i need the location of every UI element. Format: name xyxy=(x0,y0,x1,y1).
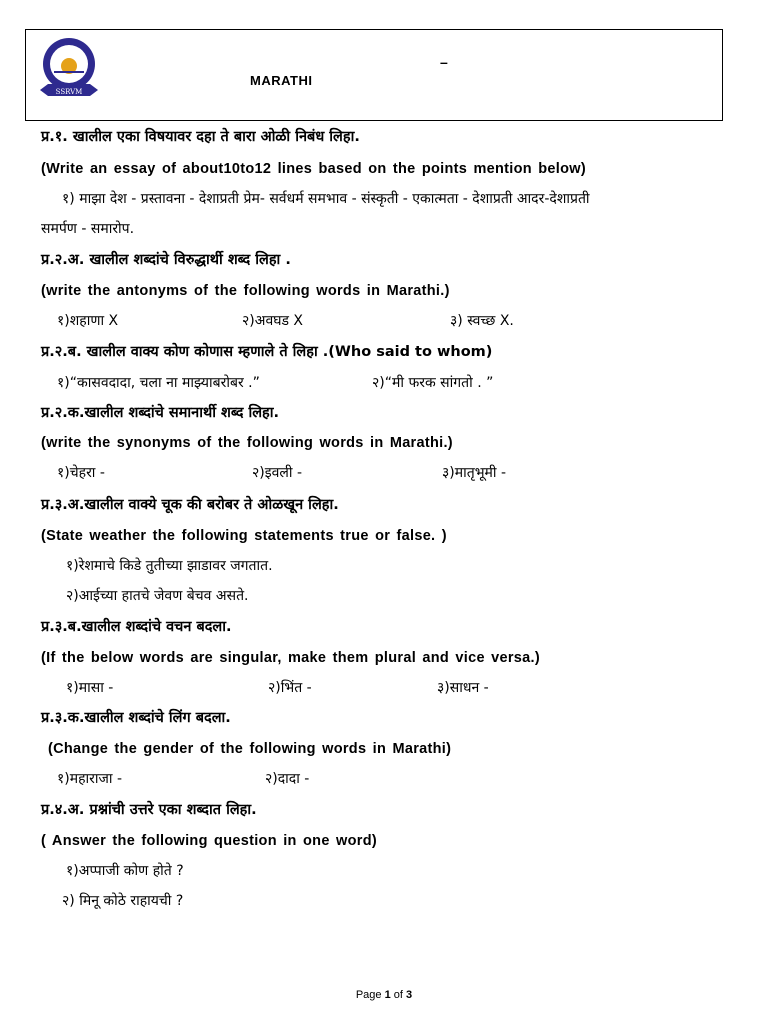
q3a-title: प्र.३.अ.खालील वाक्ये चूक की बरोबर ते ओळखून लिहा. xyxy=(41,497,339,513)
page-label: Page xyxy=(355,989,382,1001)
q3c-item-2: २)दादा - xyxy=(265,771,310,787)
q1-english: (Write an essay of about10to12 lines based on the points mention below) xyxy=(41,161,586,177)
page-total: 3 xyxy=(406,989,413,1001)
q2b-title: प्र.२.ब. खालील वाक्य कोण कोणास म्हणाले ते लिहा .(Who said to whom) xyxy=(41,344,493,360)
q2b-item-1: १)“कासवदादा, चला ना माझ्याबरोबर .” xyxy=(57,375,260,391)
q4a-item-2: २) मिनू कोठे राहायची ? xyxy=(62,893,184,909)
q3c-english: (Change the gender of the following words in Marathi) xyxy=(48,741,452,757)
q2c-item-2: २)इवली - xyxy=(252,465,303,481)
q1-item-line2: समर्पण - समारोप. xyxy=(41,221,135,237)
q3b-item-3: ३)साधन - xyxy=(437,680,489,696)
q3b-item-2: २)भिंत - xyxy=(268,680,312,696)
q2a-title: प्र.२.अ. खालील शब्दांचे विरुद्धार्थी शब्द लिहा . xyxy=(41,252,291,268)
q2c-item-1: १)चेहरा - xyxy=(57,465,105,481)
q2a-item-3: ३) स्वच्छ X. xyxy=(450,313,514,329)
q3b-title: प्र.३.ब.खालील शब्दांचे वचन बदला. xyxy=(41,619,232,635)
q3c-item-1: १)महाराजा - xyxy=(57,771,123,787)
q2c-item-3: ३)मातृभूमी - xyxy=(442,465,507,481)
q2c-english: (write the synonyms of the following words in Marathi.) xyxy=(41,435,453,451)
q2a-item-2: २)अवघड X xyxy=(242,313,304,329)
q4a-title: प्र.४.अ. प्रश्नांची उत्तरे एका शब्दात लिहा. xyxy=(41,802,257,818)
q2c-title: प्र.२.क.खालील शब्दांचे समानार्थी शब्द लिहा. xyxy=(41,405,280,421)
page-number: 1 xyxy=(384,989,391,1001)
header-dash: – xyxy=(440,54,448,70)
logo-text: SSRVM xyxy=(55,88,83,96)
of-label: of xyxy=(393,989,403,1001)
q2b-item-2: २)“मी फरक सांगतो . ” xyxy=(372,375,494,391)
page-footer xyxy=(0,989,768,1001)
q3b-english: (If the below words are singular, make them plural and vice versa.) xyxy=(41,650,540,666)
subject-title: MARATHI xyxy=(250,73,313,88)
q3a-item-2: २)आईच्या हातचे जेवण बेचव असते. xyxy=(66,588,249,604)
q4a-item-1: १)अप्पाजी कोण होते ? xyxy=(66,863,184,879)
q3a-item-1: १)रेशमाचे किडे तुतीच्या झाडावर जगतात. xyxy=(66,558,273,574)
header-box xyxy=(25,29,723,121)
q3c-title: प्र.३.क.खालील शब्दांचे लिंग बदला. xyxy=(41,710,231,726)
q1-title: प्र.१. खालील एका विषयावर दहा ते बारा ओळी निबंध लिहा. xyxy=(41,129,360,145)
q1-item-line1: १) माझा देश - प्रस्तावना - देशाप्रती प्रेम- सर्वधर्म समभाव - संस्कृती - एकात्मता - देशाप्रती आदर-देशाप्रती xyxy=(62,191,590,207)
q3a-english: (State weather the following statements true or false. ) xyxy=(41,528,447,544)
q3b-item-1: १)मासा - xyxy=(66,680,114,696)
q2a-item-1: १)शहाणा X xyxy=(57,313,119,329)
q4a-english: ( Answer the following question in one word) xyxy=(41,833,377,849)
school-logo-icon xyxy=(34,36,104,102)
q2a-english: (write the antonyms of the following words in Marathi.) xyxy=(41,283,450,299)
